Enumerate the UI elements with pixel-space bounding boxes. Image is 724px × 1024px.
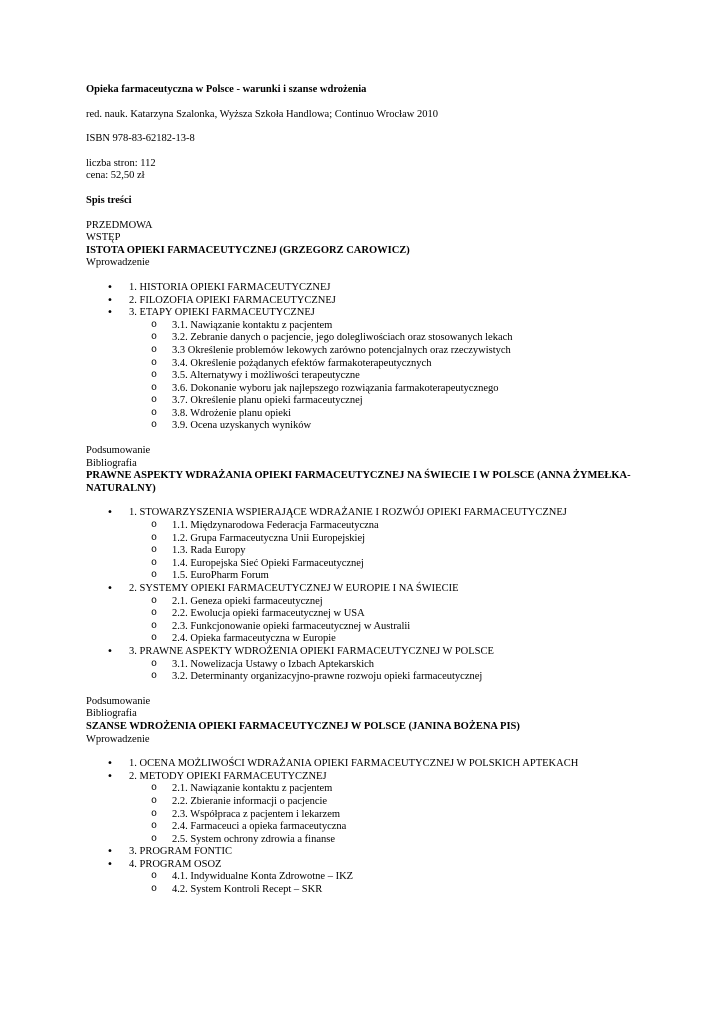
- section-closing: Bibliografia: [86, 457, 137, 469]
- chapter-label: 1. OCENA MOŻLIWOŚCI WDRAŻANIA OPIEKI FARMACEUTYCZNEJ W POLSKICH APTEKACH: [129, 758, 579, 770]
- subchapter-list: [129, 520, 646, 583]
- subchapter-item: o 2.4. Farmaceuci a opieka farmaceutyczna: [129, 821, 646, 834]
- subchapter-item: o 1.1. Międzynarodowa Federacja Farmaceutyczna: [129, 520, 646, 533]
- toc-front-item: PRZEDMOWA: [86, 219, 153, 231]
- isbn: ISBN 978-83-62182-13-8: [86, 133, 195, 145]
- book-title: Opieka farmaceutyczna w Polsce - warunki i szanse wdrożenia: [86, 84, 367, 95]
- subchapter-item: o 2.2. Ewolucja opieki farmaceutycznej w USA: [129, 608, 646, 621]
- toc-heading: Spis treści: [86, 194, 132, 206]
- subchapter-list: [129, 659, 646, 684]
- subchapter-item: o 3.9. Ocena uzyskanych wyników: [129, 420, 646, 433]
- section-heading: PRAWNE ASPEKTY WDRAŻANIA OPIEKI FARMACEUTYCZNEJ NA ŚWIECIE I W POLSCE (ANNA ŻYMEŁKA-NATURALNY): [86, 470, 631, 494]
- chapter-label: 1. HISTORIA OPIEKI FARMACEUTYCZNEJ: [129, 281, 331, 293]
- subchapter-item: o 3.7. Określenie planu opieki farmaceutycznej: [129, 395, 646, 408]
- subchapter-item: o 1.5. EuroPharm Forum: [129, 570, 646, 583]
- chapter-label: 4. PROGRAM OSOZ: [129, 858, 222, 870]
- subchapter-item: o 2.1. Geneza opieki farmaceutycznej: [129, 596, 646, 609]
- subchapter-list: [129, 871, 646, 896]
- subchapter-item: o 3.2. Determinanty organizacyjno-prawne rozwoju opieki farmaceutycznej: [129, 671, 646, 684]
- chapter-label: 2. FILOZOFIA OPIEKI FARMACEUTYCZNEJ: [129, 294, 336, 306]
- subchapter-item: o 2.1. Nawiązanie kontaktu z pacjentem: [129, 783, 646, 796]
- section-intro: Wprowadzenie: [86, 733, 150, 745]
- chapter-label: 2. METODY OPIEKI FARMACEUTYCZNEJ: [129, 770, 327, 782]
- chapter-label: 3. ETAPY OPIEKI FARMACEUTYCZNEJ: [129, 307, 315, 319]
- section-heading: ISTOTA OPIEKI FARMACEUTYCZNEJ (GRZEGORZ CAROWICZ): [86, 244, 410, 256]
- subchapter-list: [129, 596, 646, 646]
- subchapter-list: [129, 783, 646, 846]
- chapter-item: [86, 758, 646, 771]
- section-closing: Podsumowanie: [86, 445, 151, 457]
- subchapter-item: o 3.1. Nowelizacja Ustawy o Izbach Aptekarskich: [129, 659, 646, 672]
- subchapter-item: o 3.5. Alternatywy i możliwości terapeutyczne: [129, 370, 646, 383]
- section-heading: SZANSE WDROŻENIA OPIEKI FARMACEUTYCZNEJ W POLSCE (JANINA BOŻENA PIS): [86, 720, 520, 732]
- chapter-item: [86, 646, 646, 684]
- table-of-contents: [86, 220, 646, 909]
- subchapter-item: o 3.4. Określenie pożądanych efektów farmakoterapeutycznych: [129, 358, 646, 371]
- chapter-list: [86, 758, 646, 897]
- toc-section: [86, 470, 646, 721]
- subchapter-item: o 3.2. Zebranie danych o pacjencie, jego dolegliwościach oraz stosowanych lekach: [129, 332, 646, 345]
- subchapter-item: o 4.1. Indywidualne Konta Zdrowotne – IKZ: [129, 871, 646, 884]
- chapter-list: [86, 282, 646, 433]
- subchapter-item: o 3.3 Określenie problemów lekowych zarówno potencjalnych oraz rzeczywistych: [129, 345, 646, 358]
- editor-line: red. nauk. Katarzyna Szalonka, Wyższa Szkoła Handlowa; Continuo Wrocław 2010: [86, 108, 438, 120]
- chapter-item: [86, 282, 646, 295]
- book-details: [86, 158, 646, 183]
- subchapter-item: o 2.3. Współpraca z pacjentem i lekarzem: [129, 809, 646, 822]
- chapter-item: [86, 771, 646, 847]
- chapter-list: [86, 507, 646, 683]
- chapter-item: [86, 295, 646, 308]
- subchapter-item: o 2.4. Opieka farmaceutyczna w Europie: [129, 633, 646, 646]
- subchapter-item: o 3.6. Dokonanie wyboru jak najlepszego rozwiązania farmakoterapeutycznego: [129, 383, 646, 396]
- chapter-label: 1. STOWARZYSZENIA WSPIERAJĄCE WDRAŻANIE I ROZWÓJ OPIEKI FARMACEUTYCZNEJ: [129, 507, 567, 519]
- toc-front-item: WSTĘP: [86, 232, 121, 244]
- subchapter-item: o 4.2. System Kontroli Recept – SKR: [129, 884, 646, 897]
- chapter-item: [86, 507, 646, 583]
- subchapter-item: o 1.2. Grupa Farmaceutyczna Unii Europejskiej: [129, 533, 646, 546]
- chapter-label: 2. SYSTEMY OPIEKI FARMACEUTYCZNEJ W EUROPIE I NA ŚWIECIE: [129, 583, 459, 594]
- section-intro: Wprowadzenie: [86, 257, 150, 269]
- subchapter-item: o 2.5. System ochrony zdrowia a finanse: [129, 834, 646, 847]
- subchapter-list: [129, 320, 646, 433]
- section-closing: Podsumowanie: [86, 695, 151, 707]
- section-closing: Bibliografia: [86, 708, 137, 720]
- subchapter-item: o 3.8. Wdrożenie planu opieki: [129, 408, 646, 421]
- chapter-item: [86, 846, 646, 859]
- chapter-item: [86, 859, 646, 897]
- subchapter-item: o 3.1. Nawiązanie kontaktu z pacjentem: [129, 320, 646, 333]
- chapter-item: [86, 583, 646, 646]
- chapter-label: 3. PROGRAM FONTIC: [129, 846, 232, 858]
- document-page: [86, 84, 646, 909]
- price: cena: 52,50 zł: [86, 170, 145, 182]
- subchapter-item: o 1.4. Europejska Sieć Opieki Farmaceutycznej: [129, 558, 646, 571]
- chapter-label: 3. PRAWNE ASPEKTY WDROŻENIA OPIEKI FARMACEUTYCZNEJ W POLSCE: [129, 645, 494, 657]
- chapter-item: [86, 307, 646, 433]
- toc-section: [86, 245, 646, 471]
- subchapter-item: o 1.3. Rada Europy: [129, 545, 646, 558]
- page-count: liczba stron: 112: [86, 157, 156, 169]
- subchapter-item: o 2.3. Funkcjonowanie opieki farmaceutycznej w Australii: [129, 621, 646, 634]
- toc-section: [86, 721, 646, 909]
- subchapter-item: o 2.2. Zbieranie informacji o pacjencie: [129, 796, 646, 809]
